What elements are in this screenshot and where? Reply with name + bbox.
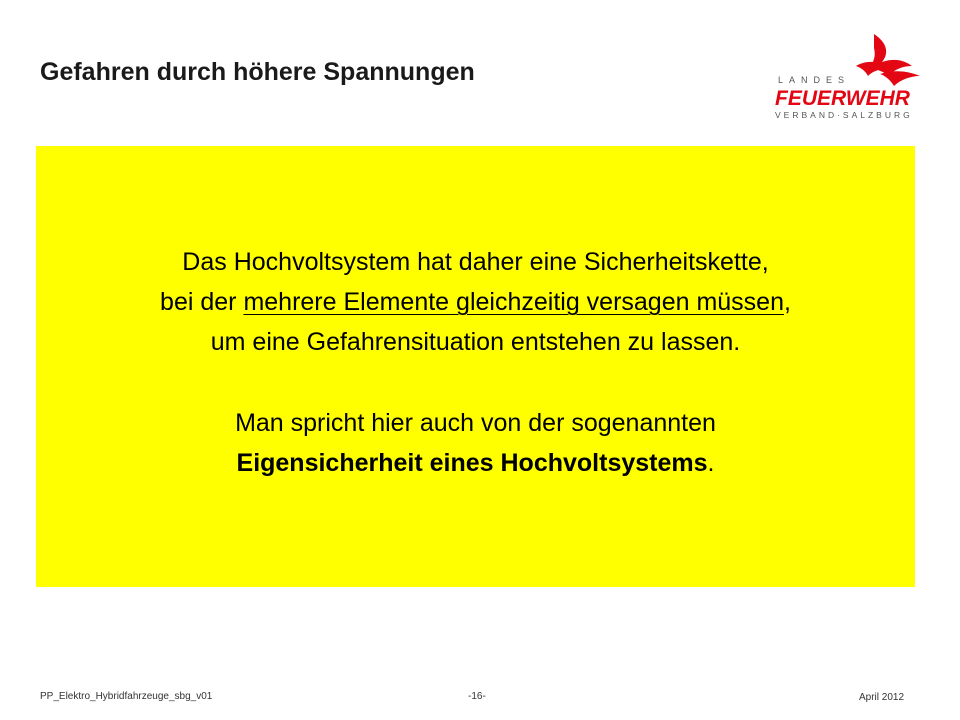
line-2-prefix: bei der [160,288,244,316]
footer-filename: PP_Elektro_Hybridfahrzeuge_sbg_v01 [40,691,213,702]
logo-line3: VERBAND·SALZBURG [775,110,913,120]
box-text [36,242,915,483]
footer-date: April 2012 [859,692,905,703]
slide-title: Gefahren durch höhere Spannungen [40,58,475,86]
highlight-box [36,146,915,587]
footer-page-number: -16- [468,691,486,702]
bold-term: Eigensicherheit eines Hochvoltsystems [236,449,708,477]
landesfeuerwehrverband-logo [770,30,930,130]
logo-line1: LANDES [778,75,851,85]
bold-term-suffix: . [707,449,715,477]
flame-icon [770,30,930,130]
paragraph-1-line-3: um eine Gefahrensituation entstehen zu lassen. [210,328,741,356]
line-2-suffix: , [784,288,791,316]
logo-line2: FEUERWEHR [775,87,910,110]
underlined-phrase: mehrere Elemente gleichzeitig versagen müssen [243,288,784,316]
paragraph-1-line-1: Das Hochvoltsystem hat daher eine Sicherheitskette, [182,248,769,276]
paragraph-2-line-1: Man spricht hier auch von der sogenannten [235,409,716,437]
paragraph-1-line-2 [36,282,915,322]
paragraph-2-line-2 [36,443,915,483]
